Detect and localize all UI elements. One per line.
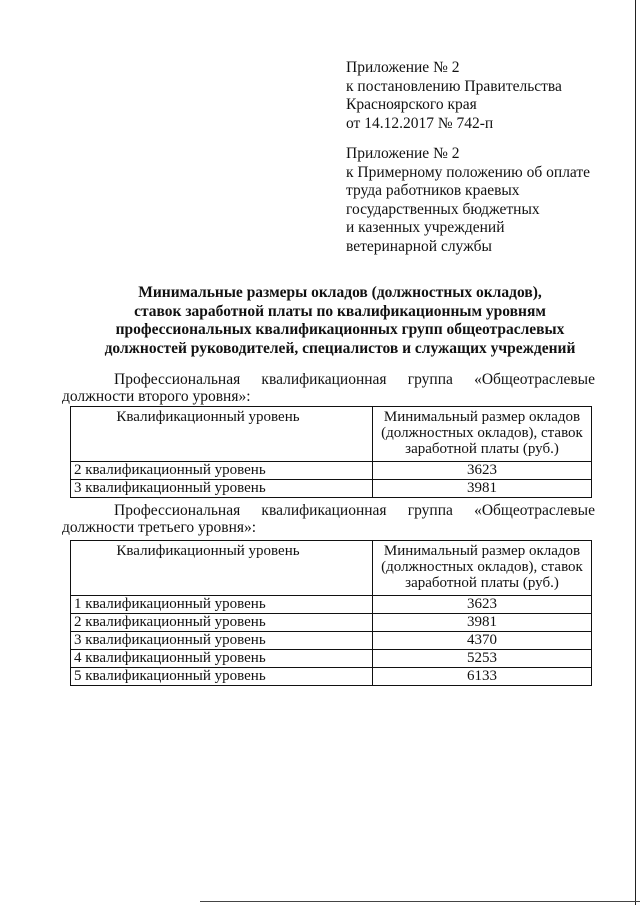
table-row [71, 668, 592, 686]
intro-word: Профессиональная [114, 371, 241, 388]
header-level: Квалификационный уровень [71, 407, 373, 462]
header-salary: Минимальный размер окладов (должностных окладов), ставок заработной платы (руб.) [373, 407, 592, 462]
level-cell: 3 квалификационный уровень [71, 480, 373, 498]
level-cell: 4 квалификационный уровень [71, 650, 373, 668]
appendix-line: ветеринарной службы [346, 237, 492, 255]
table-row [71, 632, 592, 650]
header-level: Квалификационный уровень [71, 541, 373, 596]
title-line: ставок заработной платы по квалификационным уровням [134, 302, 546, 320]
salary-cell: 5253 [373, 650, 592, 668]
level-cell: 1 квалификационный уровень [71, 596, 373, 614]
group-second-intro [62, 371, 595, 405]
title-line: Минимальные размеры окладов (должностных окладов), [138, 284, 542, 301]
salary-table-second-level [70, 406, 592, 498]
level-cell: 2 квалификационный уровень [71, 614, 373, 632]
salary-cell: 6133 [373, 668, 592, 686]
level-cell: 2 квалификационный уровень [71, 462, 373, 480]
intro-second-line: должности второго уровня»: [62, 388, 251, 405]
intro-word: квалификационная [261, 502, 387, 519]
intro-word: группа [407, 502, 453, 519]
intro-word: «Общеотраслевые [474, 371, 595, 388]
group-third-intro [62, 502, 595, 536]
salary-cell: 3981 [373, 480, 592, 498]
appendix-line: Приложение № 2 [346, 59, 460, 76]
appendix-line: государственных бюджетных [346, 200, 540, 218]
intro-second-line: должности третьего уровня»: [62, 519, 257, 536]
salary-cell: 4370 [373, 632, 592, 650]
title-line: должностей руководителей, специалистов и служащих учреждений [104, 339, 576, 357]
table-row [71, 462, 592, 480]
intro-first-line [62, 502, 595, 519]
salary-cell: 3981 [373, 614, 592, 632]
intro-word: «Общеотраслевые [474, 502, 595, 519]
intro-first-line [62, 371, 595, 388]
table-row [71, 614, 592, 632]
scan-edge-line [635, 0, 636, 905]
appendix-line: и казенных учреждений [346, 219, 505, 237]
title-line: профессиональных квалификационных групп общеотраслевых [115, 321, 565, 339]
table-row [71, 596, 592, 614]
salary-table-third-level [70, 540, 592, 686]
appendix-line: труда работников краевых [346, 182, 520, 200]
appendix-line: к Примерному положению об оплате [346, 163, 591, 181]
document-title [60, 284, 620, 358]
scan-bottom-line [200, 901, 640, 902]
appendix-line: от 14.12.2017 № 742-п [346, 114, 494, 132]
appendix-line: к постановлению Правительства [346, 77, 562, 95]
salary-cell: 3623 [373, 596, 592, 614]
table-header-row [71, 407, 592, 462]
table-header-row [71, 541, 592, 596]
appendix-regulation [346, 145, 590, 257]
appendix-line: Приложение № 2 [346, 145, 460, 162]
level-cell: 3 квалификационный уровень [71, 632, 373, 650]
intro-word: группа [407, 371, 453, 388]
table-row [71, 650, 592, 668]
appendix-government-resolution [346, 59, 562, 133]
intro-word: Профессиональная [114, 502, 241, 519]
level-cell: 5 квалификационный уровень [71, 668, 373, 686]
header-salary: Минимальный размер окладов (должностных окладов), ставок заработной платы (руб.) [373, 541, 592, 596]
table-row [71, 480, 592, 498]
appendix-line: Красноярского края [346, 96, 477, 114]
intro-word: квалификационная [261, 371, 387, 388]
salary-cell: 3623 [373, 462, 592, 480]
